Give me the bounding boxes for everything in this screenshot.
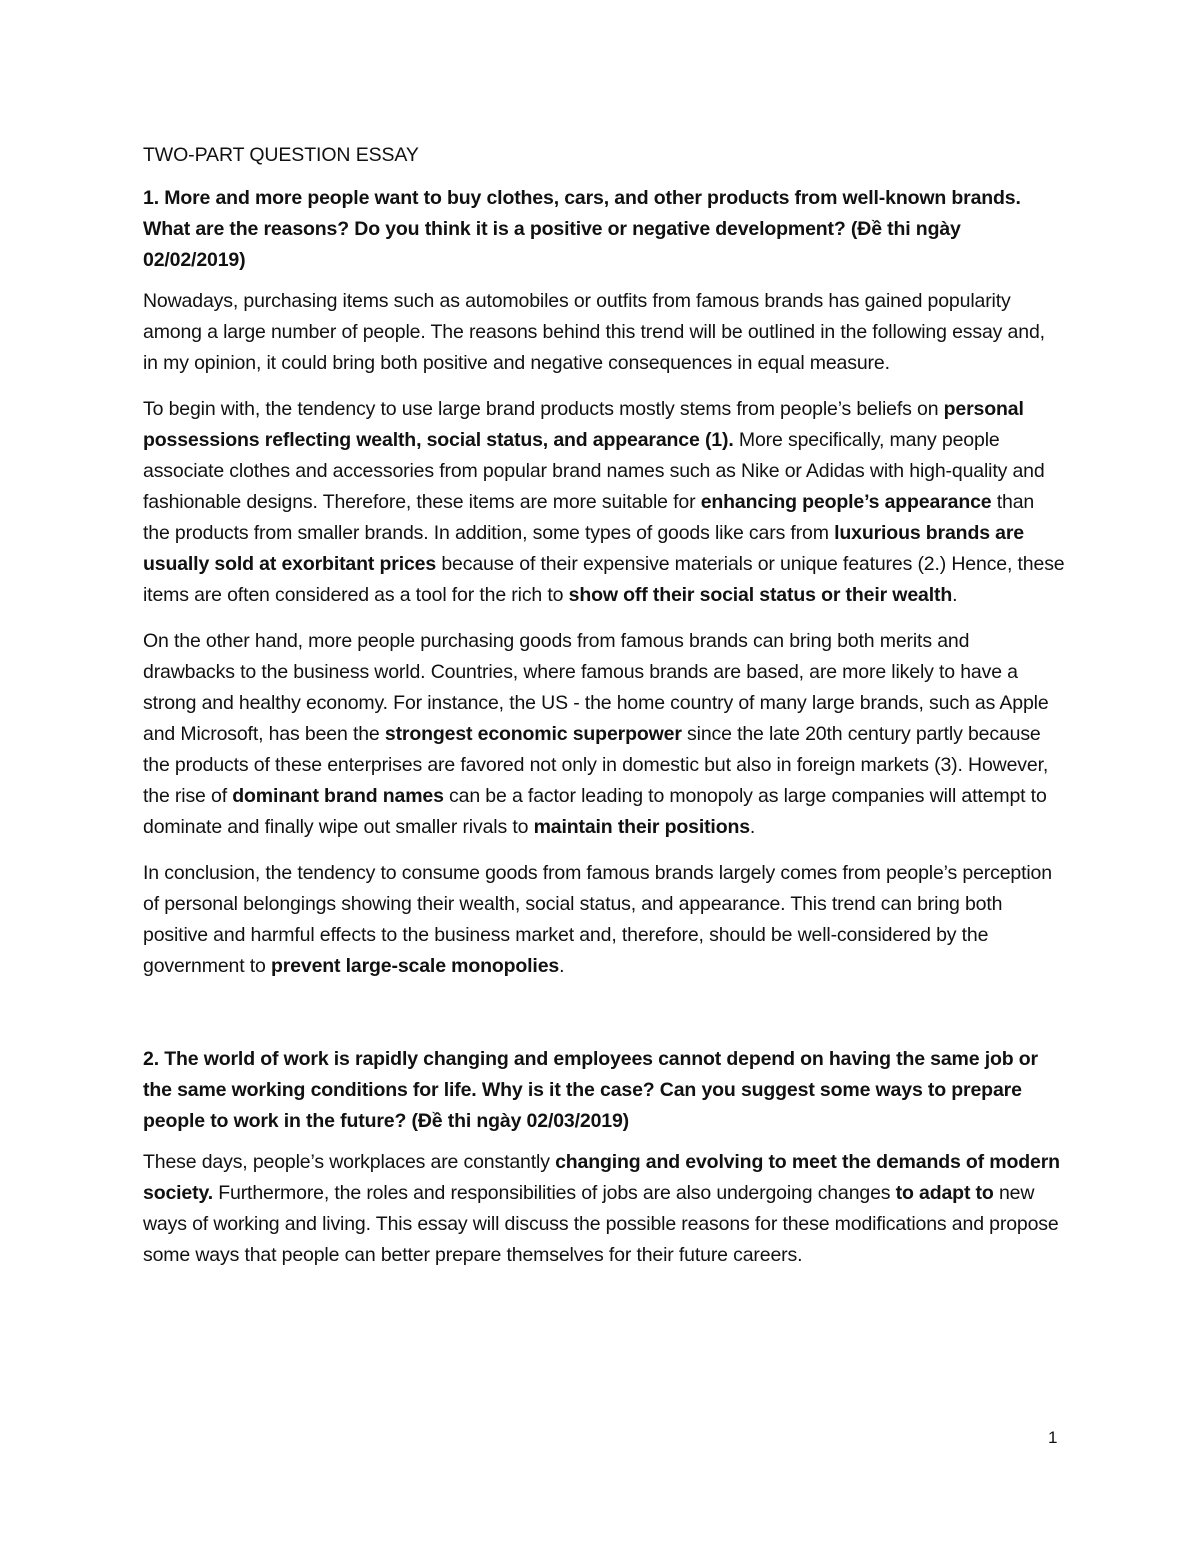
text-run: can be a factor leading to monopoly as large companies will attempt to dominate and finally wipe out smaller rivals to xyxy=(143,785,1047,838)
bold-phrase: luxurious brands are usually sold at exorbitant prices xyxy=(143,522,1024,575)
text-run: since the late 20th century partly because the products of these enterprises are favored not only in domestic but also in foreign markets (3). However, the rise of xyxy=(143,723,1049,807)
document-heading: TWO-PART QUESTION ESSAY xyxy=(143,144,419,166)
bold-phrase: dominant brand names xyxy=(232,785,444,807)
text-run: . xyxy=(749,816,756,838)
text-run: More specifically, many people associate clothes and accessories from popular brand names such as Nike or Adidas with high-quality and fashionable designs. Therefore, these items are more suitable for xyxy=(143,429,1045,513)
bold-phrase: enhancing people’s appearance xyxy=(700,491,992,513)
text-run: new ways of working and living. This essay will discuss the possible reasons for these modifications and propose some ways that people can better prepare themselves for their future careers. xyxy=(143,1182,1059,1266)
bold-phrase: changing and evolving to meet the demands of modern society. xyxy=(143,1151,1060,1204)
text-run: To begin with, the tendency to use large brand products mostly stems from people’s beliefs on xyxy=(143,398,944,420)
bold-phrase: to adapt to xyxy=(895,1182,994,1204)
text-run: On the other hand, more people purchasing goods from famous brands can bring both merits and drawbacks to the business world. Countries, where famous brands are based, are more likely to have a strong and healthy economy. For instance, the US - the home country of many large brands, such as Apple and Microsoft, has been the xyxy=(143,630,1049,745)
text-run: These days, people’s workplaces are constantly xyxy=(143,1151,556,1173)
bold-phrase: prevent large-scale monopolies xyxy=(270,955,560,977)
bold-phrase: show off their social status or their wealth xyxy=(568,584,953,606)
essay-question-1: 1. More and more people want to buy clothes, cars, and other products from well-known brands. What are the reasons? Do you think it is a positive or negative development? (Đề thi ngày 02/02/2019) xyxy=(143,187,1021,271)
essay-1-paragraph-body-2 xyxy=(143,626,1065,843)
text-run: Furthermore, the roles and responsibilities of jobs are also undergoing changes xyxy=(212,1182,896,1204)
text-run: because of their expensive materials or unique features (2.) Hence, these items are often considered as a tool for the rich to xyxy=(143,553,1065,606)
essay-question-2: 2. The world of work is rapidly changing and employees cannot depend on having the same job or the same working conditions for life. Why is it the case? Can you suggest some ways to prepare people to work in the future? (Đề thi ngày 02/03/2019) xyxy=(143,1048,1038,1132)
text-run: than the products from smaller brands. In addition, some types of goods like cars from xyxy=(143,491,1035,544)
essay-2-paragraph-intro xyxy=(143,1147,1065,1271)
text-run: Nowadays, purchasing items such as automobiles or outfits from famous brands has gained popularity among a large number of people. The reasons behind this trend will be outlined in the following essay and, in my opinion, it could bring both positive and negative consequences in equal measure. xyxy=(143,290,1045,374)
text-run: . xyxy=(559,955,565,977)
page-number: 1 xyxy=(1048,1428,1058,1447)
bold-phrase: strongest economic superpower xyxy=(384,723,682,745)
essay-section-1 xyxy=(143,183,1065,982)
essay-1-paragraph-intro xyxy=(143,286,1065,379)
text-run: . xyxy=(952,584,958,606)
bold-phrase: personal possessions reflecting wealth, social status, and appearance (1). xyxy=(143,398,1024,451)
bold-phrase: maintain their positions xyxy=(533,816,750,838)
text-run: In conclusion, the tendency to consume goods from famous brands largely comes from people’s perception of personal belongings showing their wealth, social status, and appearance. This trend can bring both positive and harmful effects to the business market and, therefore, should be well-considered by the government to xyxy=(143,862,1052,977)
essay-section-2 xyxy=(143,1044,1065,1271)
essay-1-paragraph-conclusion xyxy=(143,858,1065,982)
essay-1-paragraph-body-1 xyxy=(143,394,1065,611)
